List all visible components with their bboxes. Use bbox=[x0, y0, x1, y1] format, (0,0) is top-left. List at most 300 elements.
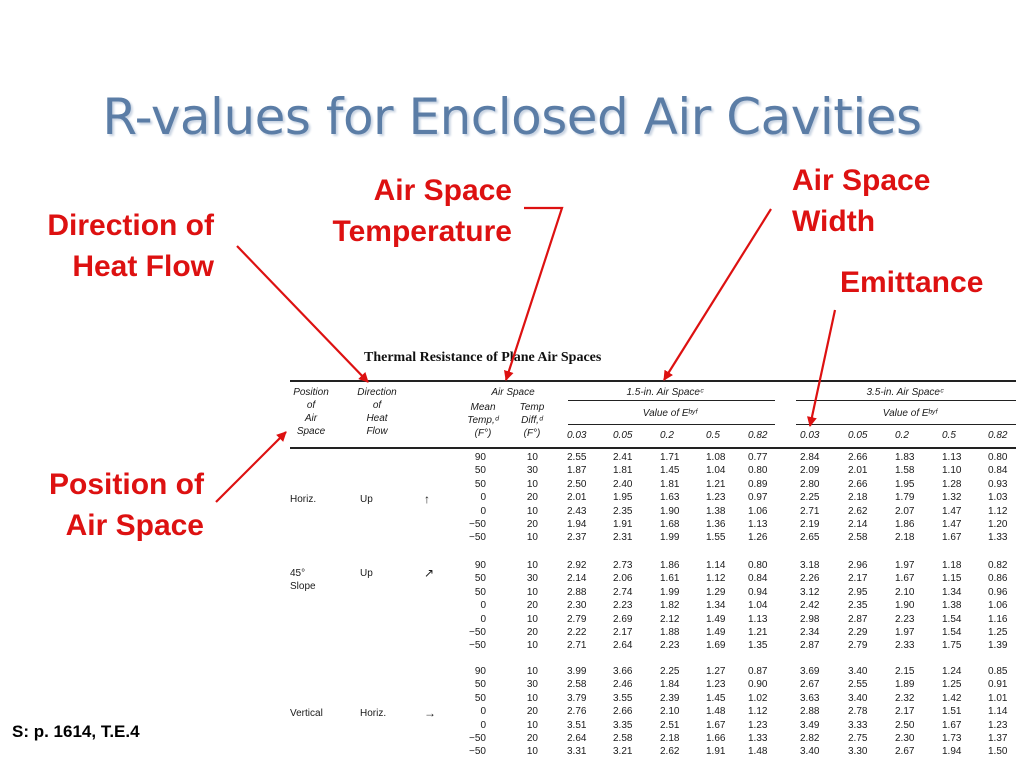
cell-mean-temp: −50 bbox=[469, 746, 486, 758]
cell-r-value: 1.38 bbox=[942, 600, 962, 612]
cell-r-value: 1.79 bbox=[895, 492, 915, 504]
cell-r-value: 2.65 bbox=[800, 532, 820, 544]
cell-r-value: 2.18 bbox=[895, 532, 915, 544]
cell-r-value: 2.62 bbox=[660, 746, 680, 758]
header-group-3-5in: 3.5-in. Air Spaceᶜ bbox=[866, 387, 944, 398]
cell-r-value: 0.80 bbox=[748, 465, 768, 477]
source-citation: S: p. 1614, T.E.4 bbox=[12, 722, 140, 741]
cell-r-value: 1.81 bbox=[660, 478, 680, 490]
cell-r-value: 1.12 bbox=[988, 505, 1008, 517]
cell-r-value: 3.33 bbox=[848, 719, 868, 731]
cell-r-value: 2.80 bbox=[800, 478, 820, 490]
cell-r-value: 2.26 bbox=[800, 573, 820, 585]
cell-r-value: 1.97 bbox=[895, 627, 915, 638]
cell-r-value: 1.91 bbox=[706, 746, 726, 758]
cell-mean-temp: 50 bbox=[474, 586, 486, 598]
cell-r-value: 1.20 bbox=[988, 519, 1008, 530]
cell-r-value: 1.66 bbox=[706, 733, 726, 744]
header-emittance: 0.2 bbox=[660, 430, 674, 441]
cell-r-value: 1.21 bbox=[748, 627, 768, 638]
cell-r-value: 1.21 bbox=[706, 478, 726, 490]
cell-r-value: 2.17 bbox=[613, 627, 633, 638]
cell-r-value: 1.02 bbox=[748, 692, 768, 704]
cell-r-value: 1.04 bbox=[706, 465, 726, 477]
header-direction: Flow bbox=[366, 426, 388, 437]
cell-r-value: 1.39 bbox=[988, 640, 1008, 652]
cell-r-value: 3.99 bbox=[567, 666, 587, 677]
cell-temp-diff: 20 bbox=[526, 600, 538, 612]
cell-r-value: 1.26 bbox=[748, 532, 768, 544]
cell-r-value: 1.24 bbox=[942, 666, 962, 677]
cell-temp-diff: 30 bbox=[526, 465, 538, 477]
cell-r-value: 2.98 bbox=[800, 613, 820, 625]
cell-r-value: 0.90 bbox=[748, 679, 768, 691]
cell-temp-diff: 10 bbox=[526, 586, 538, 598]
cell-r-value: 1.28 bbox=[942, 478, 962, 490]
cell-r-value: 3.21 bbox=[613, 746, 633, 758]
cell-r-value: 2.58 bbox=[613, 733, 633, 744]
cell-r-value: 2.40 bbox=[613, 478, 633, 490]
cell-r-value: 2.23 bbox=[895, 613, 915, 625]
cell-r-value: 2.41 bbox=[613, 452, 633, 463]
cell-r-value: 2.35 bbox=[848, 600, 868, 612]
cell-r-value: 1.38 bbox=[706, 505, 726, 517]
cell-r-value: 2.95 bbox=[848, 586, 868, 598]
callout-emittance: Emittance bbox=[840, 266, 984, 299]
cell-temp-diff: 10 bbox=[526, 452, 538, 463]
header-temp-diff: Temp bbox=[519, 402, 545, 413]
cell-r-value: 1.90 bbox=[895, 600, 915, 612]
cell-temp-diff: 20 bbox=[526, 627, 538, 638]
callout-line: Position of bbox=[49, 468, 204, 501]
cell-r-value: 2.46 bbox=[613, 679, 633, 691]
cell-r-value: 1.06 bbox=[748, 505, 768, 517]
cell-mean-temp: 50 bbox=[474, 465, 486, 477]
cell-mean-temp: 90 bbox=[474, 666, 486, 677]
arrow-direction bbox=[237, 246, 368, 382]
cell-r-value: 0.80 bbox=[988, 452, 1008, 463]
cell-r-value: 2.25 bbox=[800, 492, 820, 504]
cell-r-value: 1.29 bbox=[706, 586, 726, 598]
cell-r-value: 1.55 bbox=[706, 532, 726, 544]
cell-r-value: 2.10 bbox=[895, 586, 915, 598]
cell-r-value: 2.32 bbox=[895, 692, 915, 704]
cell-r-value: 2.78 bbox=[848, 706, 868, 718]
cell-r-value: 2.31 bbox=[613, 532, 633, 544]
cell-r-value: 1.51 bbox=[942, 706, 962, 718]
cell-mean-temp: 0 bbox=[480, 613, 486, 625]
cell-r-value: 2.23 bbox=[613, 600, 633, 612]
cell-r-value: 2.75 bbox=[848, 733, 868, 744]
cell-r-value: 1.36 bbox=[706, 519, 726, 530]
cell-r-value: 0.93 bbox=[988, 478, 1008, 490]
cell-r-value: 2.18 bbox=[660, 733, 680, 744]
header-direction: Direction bbox=[357, 387, 397, 398]
cell-mean-temp: −50 bbox=[469, 532, 486, 544]
cell-r-value: 0.86 bbox=[988, 573, 1008, 585]
header-mean-temp: (F°) bbox=[474, 428, 492, 439]
cell-r-value: 2.09 bbox=[800, 465, 820, 477]
cell-r-value: 2.07 bbox=[895, 505, 915, 517]
cell-r-value: 1.49 bbox=[706, 613, 726, 625]
cell-mean-temp: −50 bbox=[469, 519, 486, 530]
row-direction: Horiz. bbox=[360, 708, 387, 719]
cell-r-value: 1.12 bbox=[706, 573, 726, 585]
cell-r-value: 3.69 bbox=[800, 666, 820, 677]
table-caption: Thermal Resistance of Plane Air Spaces bbox=[364, 350, 602, 365]
cell-mean-temp: 0 bbox=[480, 600, 486, 612]
cell-r-value: 0.87 bbox=[748, 666, 768, 677]
cell-r-value: 2.29 bbox=[848, 627, 868, 638]
header-position: Space bbox=[296, 426, 326, 437]
cell-r-value: 1.48 bbox=[706, 706, 726, 718]
cell-mean-temp: 0 bbox=[480, 706, 486, 718]
cell-r-value: 1.01 bbox=[988, 692, 1008, 704]
cell-r-value: 1.34 bbox=[942, 586, 962, 598]
cell-r-value: 2.55 bbox=[848, 679, 868, 691]
cell-mean-temp: 50 bbox=[474, 692, 486, 704]
cell-r-value: 2.17 bbox=[895, 706, 915, 718]
cell-r-value: 1.95 bbox=[895, 478, 915, 490]
cell-r-value: 2.64 bbox=[567, 733, 587, 744]
cell-r-value: 2.79 bbox=[848, 640, 868, 652]
cell-r-value: 1.89 bbox=[895, 679, 915, 691]
row-direction: Up bbox=[360, 494, 373, 505]
cell-r-value: 1.97 bbox=[895, 560, 915, 571]
cell-r-value: 2.62 bbox=[848, 505, 868, 517]
cell-temp-diff: 20 bbox=[526, 706, 538, 718]
header-mean-temp: Mean bbox=[470, 402, 496, 413]
cell-r-value: 1.47 bbox=[942, 505, 962, 517]
cell-r-value: 1.54 bbox=[942, 627, 962, 638]
header-temp-diff: (F°) bbox=[523, 428, 541, 439]
cell-r-value: 2.25 bbox=[660, 666, 680, 677]
cell-r-value: 0.97 bbox=[748, 492, 768, 504]
cell-r-value: 2.67 bbox=[800, 679, 820, 691]
callout-line: Direction of bbox=[47, 209, 214, 242]
cell-mean-temp: 0 bbox=[480, 719, 486, 731]
cell-r-value: 1.45 bbox=[706, 692, 726, 704]
cell-r-value: 2.12 bbox=[660, 613, 680, 625]
cell-r-value: 1.25 bbox=[942, 679, 962, 691]
cell-r-value: 2.87 bbox=[800, 640, 820, 652]
cell-r-value: 2.55 bbox=[567, 452, 587, 463]
cell-temp-diff: 10 bbox=[526, 478, 538, 490]
cell-r-value: 1.48 bbox=[748, 746, 768, 758]
cell-r-value: 2.18 bbox=[848, 492, 868, 504]
cell-r-value: 1.67 bbox=[895, 573, 915, 585]
cell-r-value: 0.82 bbox=[988, 560, 1008, 571]
cell-mean-temp: −50 bbox=[469, 627, 486, 638]
cell-r-value: 2.35 bbox=[613, 505, 633, 517]
header-emittance: 0.82 bbox=[748, 430, 768, 441]
cell-r-value: 1.12 bbox=[748, 706, 768, 718]
row-position: 45° bbox=[290, 568, 306, 579]
callout-line: Temperature bbox=[332, 215, 512, 248]
header-position: Air bbox=[304, 413, 318, 424]
cell-r-value: 1.23 bbox=[748, 719, 768, 731]
cell-temp-diff: 10 bbox=[526, 640, 538, 652]
header-direction: of bbox=[372, 400, 382, 411]
cell-r-value: 1.35 bbox=[748, 640, 768, 652]
cell-r-value: 2.96 bbox=[848, 560, 868, 571]
cell-mean-temp: 50 bbox=[474, 478, 486, 490]
cell-r-value: 3.31 bbox=[567, 746, 587, 758]
cell-r-value: 2.87 bbox=[848, 613, 868, 625]
cell-r-value: 1.68 bbox=[660, 519, 680, 530]
cell-r-value: 3.63 bbox=[800, 692, 820, 704]
cell-mean-temp: −50 bbox=[469, 640, 486, 652]
cell-r-value: 0.85 bbox=[988, 666, 1008, 677]
cell-r-value: 1.49 bbox=[706, 627, 726, 638]
header-emittance: 0.03 bbox=[800, 430, 820, 441]
cell-r-value: 1.61 bbox=[660, 573, 680, 585]
cell-mean-temp: 50 bbox=[474, 679, 486, 691]
row-arrow-icon: ↑ bbox=[424, 492, 430, 506]
cell-r-value: 2.82 bbox=[800, 733, 820, 744]
cell-r-value: 2.66 bbox=[848, 452, 868, 463]
cell-temp-diff: 10 bbox=[526, 719, 538, 731]
cell-r-value: 1.23 bbox=[988, 719, 1008, 731]
cell-r-value: 2.14 bbox=[848, 519, 868, 530]
cell-r-value: 2.22 bbox=[567, 627, 587, 638]
cell-r-value: 2.17 bbox=[848, 573, 868, 585]
cell-r-value: 1.14 bbox=[706, 560, 726, 571]
header-group-1-5in: 1.5-in. Air Spaceᶜ bbox=[626, 387, 704, 398]
cell-r-value: 0.84 bbox=[748, 573, 768, 585]
cell-r-value: 1.90 bbox=[660, 505, 680, 517]
cell-r-value: 3.51 bbox=[567, 719, 587, 731]
arrow-temperature bbox=[506, 208, 562, 380]
cell-r-value: 3.18 bbox=[800, 560, 820, 571]
header-emittance: 0.5 bbox=[942, 430, 956, 441]
cell-r-value: 2.50 bbox=[567, 478, 587, 490]
cell-r-value: 1.13 bbox=[942, 452, 962, 463]
callout-line: Heat Flow bbox=[72, 250, 214, 283]
cell-r-value: 1.82 bbox=[660, 600, 680, 612]
cell-r-value: 2.84 bbox=[800, 452, 820, 463]
cell-r-value: 2.71 bbox=[567, 640, 587, 652]
cell-r-value: 2.58 bbox=[567, 679, 587, 691]
cell-r-value: 2.34 bbox=[800, 627, 820, 638]
callout-line: Air Space bbox=[792, 164, 931, 197]
cell-r-value: 1.27 bbox=[706, 666, 726, 677]
cell-r-value: 1.32 bbox=[942, 492, 962, 504]
cell-r-value: 2.71 bbox=[800, 505, 820, 517]
cell-r-value: 0.80 bbox=[748, 560, 768, 571]
cell-r-value: 1.47 bbox=[942, 519, 962, 530]
callout-line: Air Space bbox=[373, 174, 512, 207]
cell-temp-diff: 10 bbox=[526, 532, 538, 544]
cell-r-value: 1.67 bbox=[706, 719, 726, 731]
header-mean-temp: Temp,ᵈ bbox=[467, 415, 499, 426]
cell-r-value: 1.13 bbox=[748, 613, 768, 625]
cell-r-value: 0.84 bbox=[988, 465, 1008, 477]
cell-r-value: 3.55 bbox=[613, 692, 633, 704]
cell-temp-diff: 10 bbox=[526, 613, 538, 625]
row-arrow-icon: ↗ bbox=[424, 566, 435, 580]
cell-r-value: 3.40 bbox=[800, 746, 820, 758]
cell-r-value: 3.40 bbox=[848, 666, 868, 677]
cell-r-value: 1.50 bbox=[988, 746, 1008, 758]
arrow-position bbox=[216, 432, 286, 502]
cell-r-value: 2.14 bbox=[567, 573, 587, 585]
cell-r-value: 2.92 bbox=[567, 560, 587, 571]
cell-r-value: 1.45 bbox=[660, 465, 680, 477]
cell-r-value: 1.18 bbox=[942, 560, 962, 571]
cell-r-value: 1.03 bbox=[988, 492, 1008, 504]
cell-r-value: 2.51 bbox=[660, 719, 680, 731]
cell-r-value: 1.16 bbox=[988, 613, 1008, 625]
cell-temp-diff: 20 bbox=[526, 733, 538, 744]
callout-line: Air Space bbox=[65, 509, 204, 542]
cell-r-value: 1.67 bbox=[942, 532, 962, 544]
cell-r-value: 2.73 bbox=[613, 560, 633, 571]
cell-r-value: 1.06 bbox=[988, 600, 1008, 612]
cell-r-value: 0.89 bbox=[748, 478, 768, 490]
cell-r-value: 1.15 bbox=[942, 573, 962, 585]
cell-r-value: 3.66 bbox=[613, 666, 633, 677]
cell-r-value: 1.87 bbox=[567, 465, 587, 477]
cell-r-value: 1.73 bbox=[942, 733, 962, 744]
cell-r-value: 1.88 bbox=[660, 627, 680, 638]
cell-r-value: 1.04 bbox=[748, 600, 768, 612]
cell-r-value: 2.64 bbox=[613, 640, 633, 652]
cell-r-value: 1.34 bbox=[706, 600, 726, 612]
header-temp-diff: Diff,ᵈ bbox=[521, 415, 543, 426]
cell-r-value: 1.54 bbox=[942, 613, 962, 625]
cell-r-value: 0.77 bbox=[748, 452, 768, 463]
cell-r-value: 2.58 bbox=[848, 532, 868, 544]
cell-r-value: 3.40 bbox=[848, 692, 868, 704]
row-position: Slope bbox=[290, 581, 316, 592]
cell-mean-temp: −50 bbox=[469, 733, 486, 744]
cell-r-value: 1.10 bbox=[942, 465, 962, 477]
cell-r-value: 2.01 bbox=[567, 492, 587, 504]
header-emittance: 0.2 bbox=[895, 430, 909, 441]
cell-r-value: 3.79 bbox=[567, 692, 587, 704]
cell-r-value: 2.23 bbox=[660, 640, 680, 652]
cell-r-value: 2.43 bbox=[567, 505, 587, 517]
cell-r-value: 1.95 bbox=[613, 492, 633, 504]
header-emittance: 0.03 bbox=[567, 430, 587, 441]
cell-r-value: 2.10 bbox=[660, 706, 680, 718]
cell-mean-temp: 0 bbox=[480, 505, 486, 517]
cell-r-value: 1.14 bbox=[988, 706, 1008, 718]
cell-temp-diff: 10 bbox=[526, 666, 538, 677]
cell-r-value: 1.86 bbox=[895, 519, 915, 530]
cell-r-value: 2.67 bbox=[895, 746, 915, 758]
header-air-space: Air Space bbox=[491, 387, 535, 398]
cell-r-value: 2.30 bbox=[567, 600, 587, 612]
cell-r-value: 1.99 bbox=[660, 586, 680, 598]
cell-r-value: 2.66 bbox=[613, 706, 633, 718]
header-position: Position bbox=[293, 387, 329, 398]
cell-temp-diff: 10 bbox=[526, 505, 538, 517]
cell-r-value: 1.63 bbox=[660, 492, 680, 504]
cell-r-value: 0.91 bbox=[988, 679, 1008, 691]
cell-r-value: 3.12 bbox=[800, 586, 820, 598]
cell-r-value: 1.75 bbox=[942, 640, 962, 652]
cell-r-value: 2.30 bbox=[895, 733, 915, 744]
cell-r-value: 2.37 bbox=[567, 532, 587, 544]
cell-r-value: 1.58 bbox=[895, 465, 915, 477]
slide-title: R-values for Enclosed Air Cavities bbox=[102, 88, 922, 146]
cell-r-value: 2.88 bbox=[567, 586, 587, 598]
cell-temp-diff: 10 bbox=[526, 692, 538, 704]
cell-r-value: 3.35 bbox=[613, 719, 633, 731]
cell-r-value: 1.71 bbox=[660, 452, 680, 463]
cell-r-value: 0.96 bbox=[988, 586, 1008, 598]
cell-r-value: 1.67 bbox=[942, 719, 962, 731]
cell-r-value: 1.42 bbox=[942, 692, 962, 704]
cell-r-value: 1.08 bbox=[706, 452, 726, 463]
cell-r-value: 1.83 bbox=[895, 452, 915, 463]
cell-temp-diff: 10 bbox=[526, 746, 538, 758]
cell-mean-temp: 50 bbox=[474, 573, 486, 585]
cell-temp-diff: 20 bbox=[526, 519, 538, 530]
cell-mean-temp: 90 bbox=[474, 560, 486, 571]
row-position: Horiz. bbox=[290, 494, 317, 505]
header-value-of-e: Value of Eᵇʸᶠ bbox=[642, 408, 698, 419]
cell-r-value: 2.50 bbox=[895, 719, 915, 731]
row-arrow-icon: → bbox=[424, 706, 436, 720]
cell-r-value: 2.39 bbox=[660, 692, 680, 704]
cell-temp-diff: 30 bbox=[526, 679, 538, 691]
arrow-emittance bbox=[810, 310, 835, 426]
cell-temp-diff: 20 bbox=[526, 492, 538, 504]
cell-r-value: 1.94 bbox=[942, 746, 962, 758]
cell-r-value: 2.79 bbox=[567, 613, 587, 625]
cell-mean-temp: 90 bbox=[474, 452, 486, 463]
cell-r-value: 2.19 bbox=[800, 519, 820, 530]
cell-r-value: 1.25 bbox=[988, 627, 1008, 638]
row-direction: Up bbox=[360, 568, 373, 579]
header-emittance: 0.05 bbox=[613, 430, 633, 441]
cell-r-value: 1.69 bbox=[706, 640, 726, 652]
cell-r-value: 1.99 bbox=[660, 532, 680, 544]
cell-r-value: 1.33 bbox=[988, 532, 1008, 544]
callout-line: Width bbox=[792, 205, 876, 238]
header-direction: Heat bbox=[366, 413, 388, 424]
cell-temp-diff: 30 bbox=[526, 573, 538, 585]
cell-r-value: 2.06 bbox=[613, 573, 633, 585]
row-position: Vertical bbox=[290, 708, 323, 719]
cell-r-value: 1.23 bbox=[706, 492, 726, 504]
cell-r-value: 1.23 bbox=[706, 679, 726, 691]
cell-r-value: 2.01 bbox=[848, 465, 868, 477]
cell-r-value: 3.30 bbox=[848, 746, 868, 758]
cell-r-value: 2.69 bbox=[613, 613, 633, 625]
cell-temp-diff: 10 bbox=[526, 560, 538, 571]
cell-r-value: 2.74 bbox=[613, 586, 633, 598]
cell-r-value: 1.13 bbox=[748, 519, 768, 530]
header-value-of-e: Value of Eᵇʸᶠ bbox=[882, 408, 938, 419]
cell-r-value: 2.15 bbox=[895, 666, 915, 677]
cell-mean-temp: 0 bbox=[480, 492, 486, 504]
cell-r-value: 1.86 bbox=[660, 560, 680, 571]
header-position: of bbox=[306, 400, 316, 411]
cell-r-value: 1.37 bbox=[988, 733, 1008, 744]
cell-r-value: 3.49 bbox=[800, 719, 820, 731]
header-emittance: 0.5 bbox=[706, 430, 720, 441]
header-emittance: 0.05 bbox=[848, 430, 868, 441]
cell-r-value: 1.81 bbox=[613, 465, 633, 477]
arrow-width bbox=[664, 209, 771, 380]
cell-r-value: 1.33 bbox=[748, 733, 768, 744]
cell-r-value: 0.94 bbox=[748, 586, 768, 598]
cell-r-value: 2.33 bbox=[895, 640, 915, 652]
